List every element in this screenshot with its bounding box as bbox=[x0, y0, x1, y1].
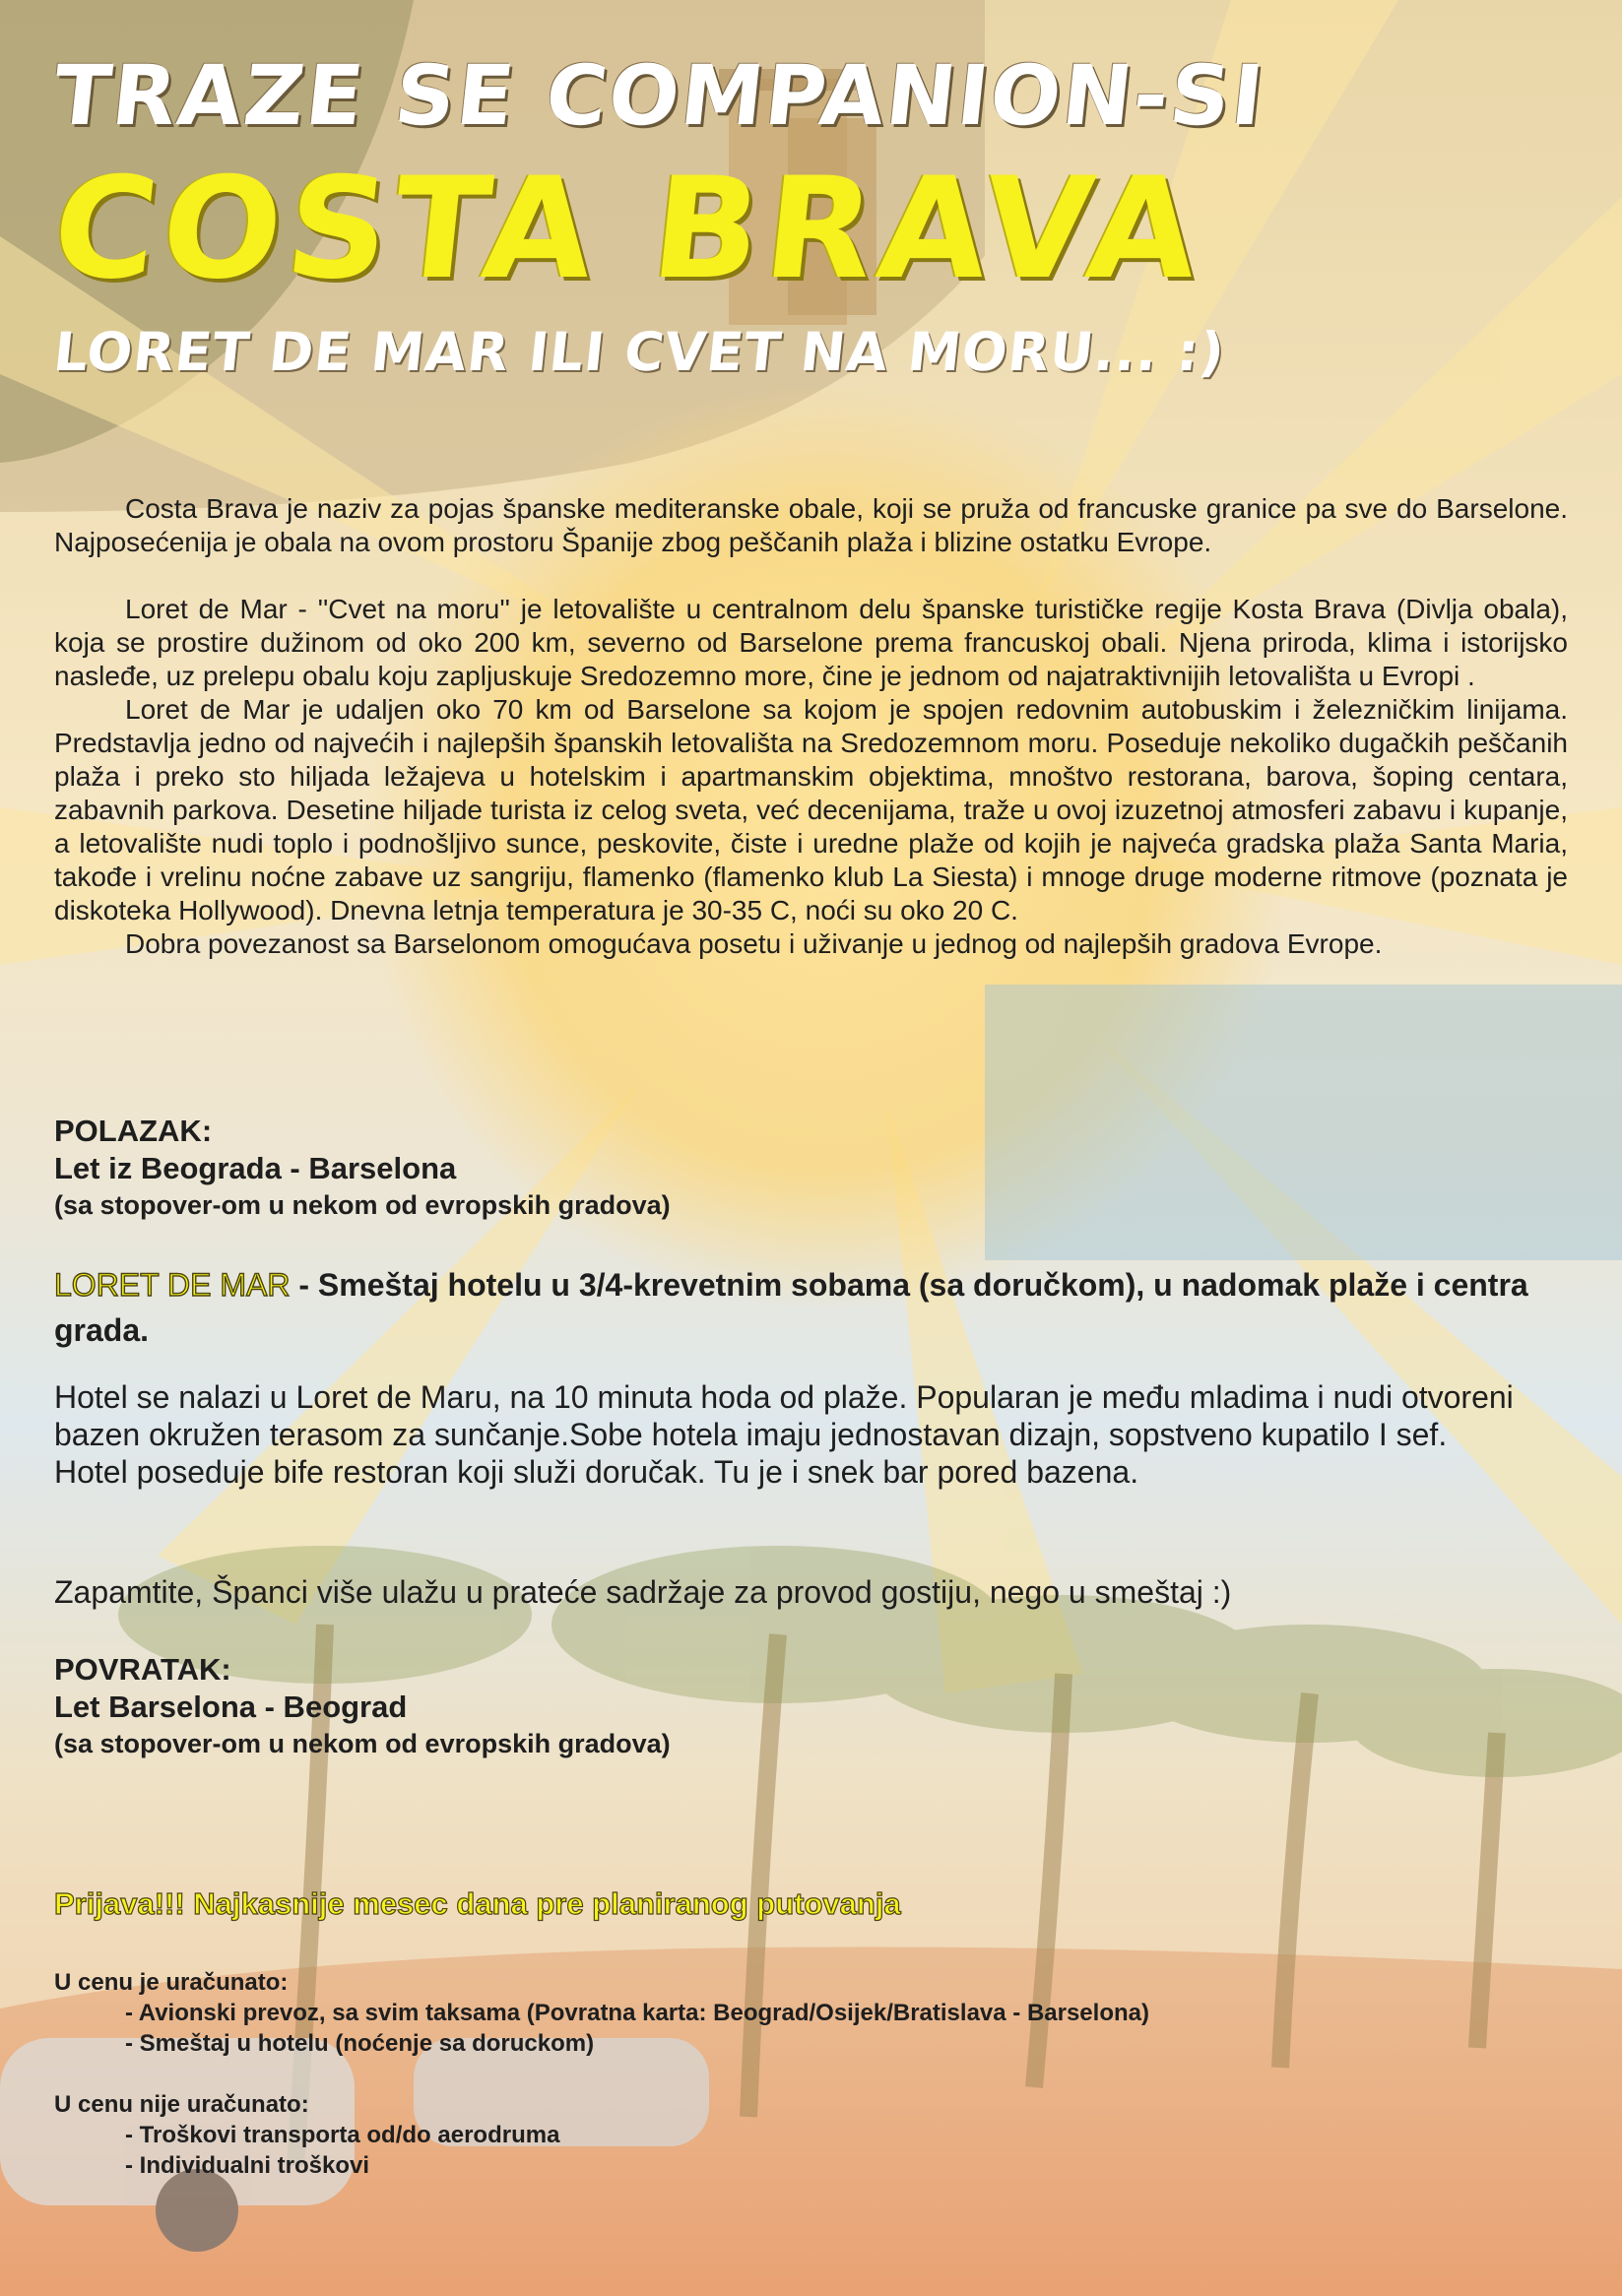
intro-text bbox=[54, 492, 1568, 961]
departure-heading: POLAZAK: bbox=[54, 1114, 213, 1148]
included-list bbox=[54, 1998, 1531, 2059]
intro-paragraph-4: Dobra povezanost sa Barselonom omogućava posetu i uživanje u jednog od najlepših gradova Evrope. bbox=[125, 928, 1383, 959]
departure-note: (sa stopover-om u nekom od evropskih gradova) bbox=[54, 1190, 671, 1220]
lodging-description: - Smeštaj hotelu u 3/4-krevetnim sobama (sa doručkom), u nadomak plaže i centra grada. bbox=[54, 1267, 1528, 1348]
excluded-section bbox=[54, 2089, 1531, 2181]
header-title-costa-brava: COSTA BRAVA bbox=[45, 148, 1212, 310]
return-heading: POVRATAK: bbox=[54, 1652, 231, 1687]
hotel-line-2: Hotel poseduje bife restoran koji služi doručak. Tu je i snek bar pored bazena. bbox=[54, 1454, 1139, 1490]
intro-paragraph-3: Loret de Mar je udaljen oko 70 km od Barselone sa kojom je spojen redovnim autobuskim i železničkim linijama. Predstavlja jedno od najvećih i najlepših španskih letovališta na Sredozemnom moru. Poseduje nekoliko dugačkih peščanih plaža i preko sto hiljada ležajeva u hotelskim i apartmanskim objektima, mnoštvo restorana, barova, šoping centara, zabavnih parkova. Desetine hiljade turista iz celog sveta, već decenijama, traže u ovoj izuzetnoj atmosferi zabavu i kupanje, a letovalište nudi toplo i podnošljivo sunce, peskovite, čiste i uredne plaže od kojih je najveća gradska plaža Santa Maria, takođe i vrelinu noćne zabave uz sangriju, flamenko (flamenko klub La Siesta) i mnoge druge moderne ritmove (poznata je diskoteka Hollywood). Dnevna letnja temperatura je 30-35 C, noći su oko 20 C. bbox=[54, 694, 1568, 925]
excluded-list bbox=[54, 2120, 1531, 2181]
list-item: - Individualni troškovi bbox=[125, 2152, 370, 2179]
intro-paragraph-1: Costa Brava je naziv za pojas španske mediteranske obale, koji se pruža od francuske granice pa sve do Barselone. Najposećenija je obala na ovom prostoru Španije zbog peščanih plaža i blizine ostatku Evrope. bbox=[54, 493, 1568, 557]
return-route: Let Barselona - Beograd bbox=[54, 1690, 408, 1724]
list-item: - Smeštaj u hotelu (noćenje sa doruckom) bbox=[125, 2030, 595, 2057]
return-section bbox=[54, 1651, 1571, 1761]
hotel-description bbox=[54, 1378, 1571, 1491]
list-item: - Avionski prevoz, sa svim taksama (Povratna karta: Beograd/Osijek/Bratislava - Barselona) bbox=[125, 2000, 1149, 2026]
lodging-place: LORET DE MAR bbox=[54, 1267, 291, 1303]
list-item: - Troškovi transporta od/do aerodruma bbox=[125, 2122, 560, 2148]
hotel-line-1: Hotel se nalazi u Loret de Maru, na 10 minuta hoda od plaže. Popularan je među mladima i nudi otvoreni bazen okružen terasom za sunčanje.Sobe hotela imaju jednostavan dizajn, sopstveno kupatilo I sef. bbox=[54, 1379, 1514, 1452]
registration-deadline: Prijava!!! Najkasnije mesec dana pre planiranog putovanja bbox=[54, 1886, 901, 1921]
included-heading: U cenu je uračunato: bbox=[54, 1969, 289, 1996]
intro-paragraph-2: Loret de Mar - ''Cvet na moru'' je letovalište u centralnom delu španske turističke regije Kosta Brava (Divlja obala), koja se prostire dužinom od oko 200 km, severno od Barselone prema francuskoj obali. Njena priroda, klima i istorijsko nasleđe, uz prelepu obalu koju zapljuskuje Sredozemno more, čine je jednom od najatraktivnijih letovališta u Evropi . bbox=[54, 594, 1568, 691]
return-note: (sa stopover-om u nekom od evropskih gradova) bbox=[54, 1729, 671, 1758]
excluded-heading: U cenu nije uračunato: bbox=[54, 2091, 309, 2118]
lodging-line bbox=[54, 1262, 1571, 1353]
hotel-reminder: Zapamtite, Španci više ulažu u prateće sadržaje za provod gostiju, nego u smeštaj :) bbox=[54, 1574, 1232, 1610]
departure-route: Let iz Beograda - Barselona bbox=[54, 1151, 457, 1185]
departure-section bbox=[54, 1113, 1571, 1223]
included-section bbox=[54, 1967, 1531, 2059]
header-line-companion: TRAZE SE COMPANION-SI bbox=[48, 47, 1270, 144]
header-subtitle-loret: LORET DE MAR ILI CVET NA MORU... :) bbox=[50, 321, 1229, 383]
